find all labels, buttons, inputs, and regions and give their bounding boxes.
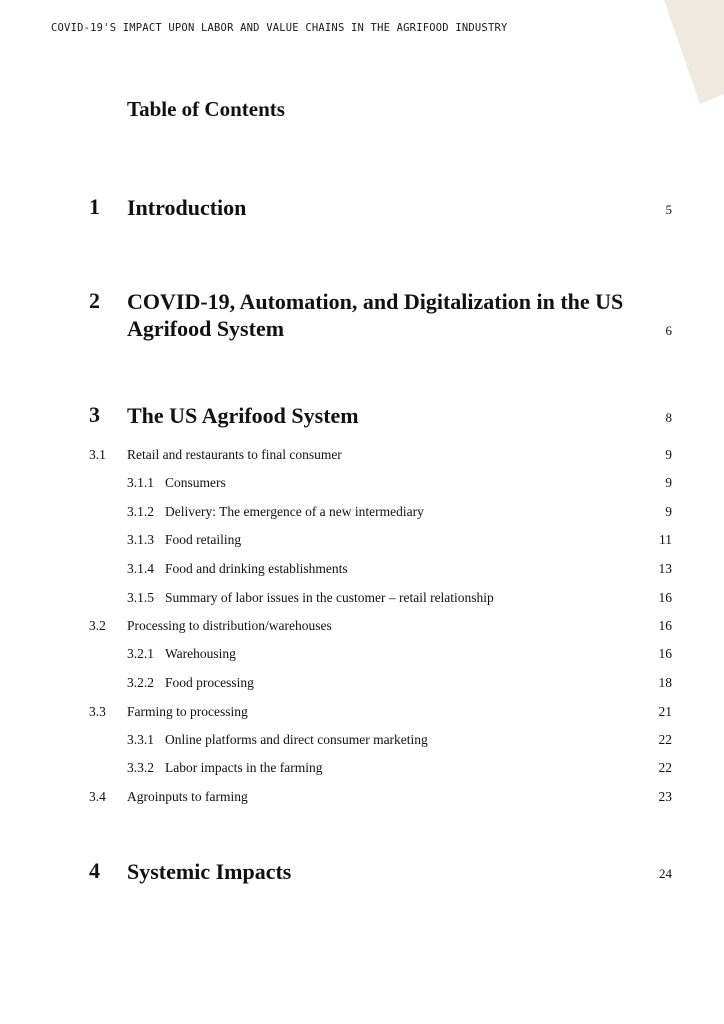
- entry-title: Online platforms and direct consumer marketing: [165, 732, 428, 747]
- chapter-page: 6: [665, 323, 672, 338]
- chapter-page: 5: [665, 202, 672, 217]
- entry-page: 9: [665, 475, 672, 490]
- toc-entry[interactable]: [0, 561, 724, 579]
- chapter-title-line-1: COVID-19, Automation, and Digitalization in the US: [127, 289, 624, 314]
- entry-number: 3.1.3: [127, 532, 154, 547]
- entry-page: 11: [659, 532, 672, 547]
- entry-page: 22: [658, 732, 672, 747]
- chapter-page: 24: [659, 866, 672, 881]
- entry-number: 3.1.2: [127, 504, 154, 519]
- entry-number: 3.3: [89, 704, 106, 719]
- entry-page: 16: [658, 646, 672, 661]
- entry-number: 3.2: [89, 618, 106, 633]
- entry-number: 3.4: [89, 789, 106, 804]
- entry-title: Warehousing: [165, 646, 236, 661]
- entry-title: Delivery: The emergence of a new intermediary: [165, 504, 424, 519]
- toc-entry[interactable]: [0, 447, 724, 465]
- entry-title: Labor impacts in the farming: [165, 760, 323, 775]
- entry-page: 9: [665, 504, 672, 519]
- entry-title: Consumers: [165, 475, 226, 490]
- chapter-page: 8: [665, 410, 672, 425]
- entry-number: 3.1.4: [127, 561, 154, 576]
- entry-page: 23: [658, 789, 672, 804]
- entry-page: 21: [658, 704, 672, 719]
- toc-entry[interactable]: [0, 704, 724, 722]
- chapter-title: Systemic Impacts: [127, 859, 292, 884]
- entry-number: 3.3.2: [127, 760, 154, 775]
- toc-entry[interactable]: [0, 760, 724, 778]
- entry-page: 18: [658, 675, 672, 690]
- toc-entry[interactable]: [0, 732, 724, 750]
- chapter-title: The US Agrifood System: [127, 403, 359, 428]
- entry-page: 16: [658, 590, 672, 605]
- entry-number: 3.2.1: [127, 646, 154, 661]
- running-header: COVID-19'S IMPACT UPON LABOR AND VALUE CHAINS IN THE AGRIFOOD INDUSTRY: [51, 22, 508, 34]
- toc-entry[interactable]: [0, 618, 724, 636]
- toc-entry[interactable]: [0, 532, 724, 550]
- chapter-number: 2: [89, 288, 100, 313]
- chapter-title-line-2: Agrifood System: [127, 316, 285, 341]
- chapter-title: Introduction: [127, 195, 247, 220]
- toc-entry[interactable]: [0, 646, 724, 664]
- corner-decoration-shape: [664, 0, 724, 104]
- entry-page: 16: [658, 618, 672, 633]
- entry-title: Food retailing: [165, 532, 242, 547]
- entry-page: 22: [658, 760, 672, 775]
- entry-number: 3.1.5: [127, 590, 154, 605]
- chapter-number: 4: [89, 858, 100, 883]
- chapter-number: 1: [89, 194, 100, 219]
- entry-title: Food processing: [165, 675, 254, 690]
- entry-number: 3.2.2: [127, 675, 154, 690]
- entry-title: Retail and restaurants to final consumer: [127, 447, 342, 462]
- toc-entry[interactable]: [0, 789, 724, 807]
- entry-title: Processing to distribution/warehouses: [127, 618, 332, 633]
- chapter-number: 3: [89, 402, 100, 427]
- entry-number: 3.1: [89, 447, 106, 462]
- chapter-title: [127, 288, 627, 342]
- entry-title: Farming to processing: [127, 704, 248, 719]
- toc-entry[interactable]: [0, 475, 724, 493]
- entry-page: 13: [658, 561, 672, 576]
- entry-number: 3.3.1: [127, 732, 154, 747]
- toc-title: Table of Contents: [127, 97, 285, 121]
- entry-title: Summary of labor issues in the customer – retail relationship: [165, 590, 494, 605]
- entry-title: Food and drinking establishments: [165, 561, 348, 576]
- entry-title: Agroinputs to farming: [127, 789, 248, 804]
- entry-number: 3.1.1: [127, 475, 154, 490]
- toc-entry[interactable]: [0, 590, 724, 608]
- toc-entry[interactable]: [0, 675, 724, 693]
- toc-entry[interactable]: [0, 504, 724, 522]
- entry-page: 9: [665, 447, 672, 462]
